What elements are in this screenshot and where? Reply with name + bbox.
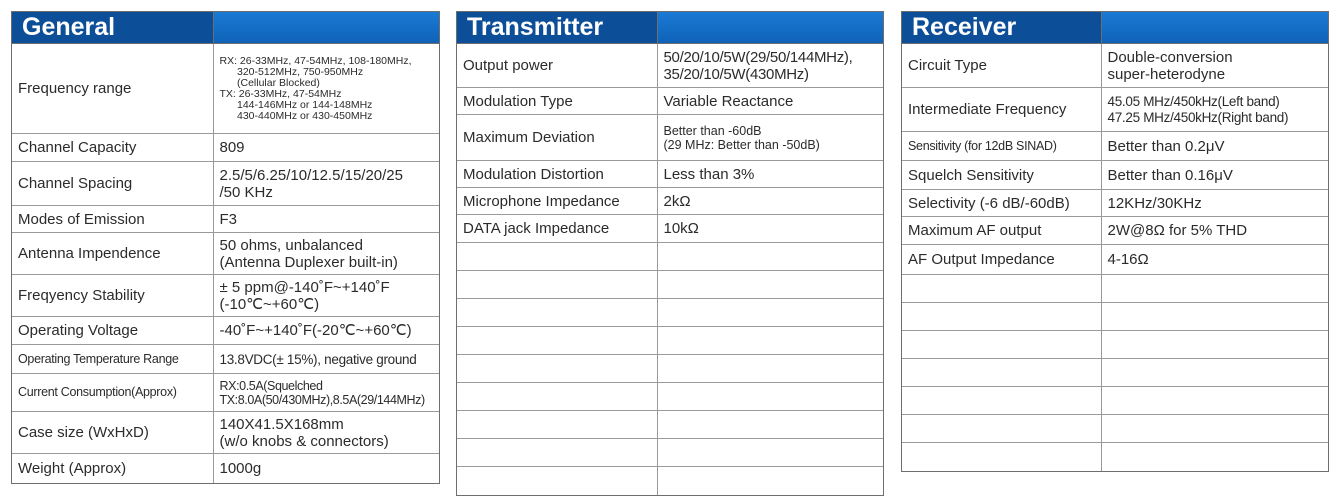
row-label: Maximum Deviation — [457, 115, 657, 161]
row-value: Better than 0.2μV — [1101, 132, 1328, 161]
row-label: DATA jack Impedance — [457, 215, 657, 243]
row-value: Better than -60dB (29 MHz: Better than -50dB) — [657, 115, 883, 161]
row-label: Squelch Sensitivity — [902, 161, 1101, 190]
empty-row — [457, 299, 883, 327]
row-label: Weight (Approx) — [12, 454, 213, 483]
transmitter-title: Transmitter — [457, 12, 657, 44]
empty-row — [902, 443, 1328, 471]
table-row — [12, 412, 439, 454]
row-label: AF Output Impedance — [902, 245, 1101, 275]
general-header — [12, 12, 439, 44]
empty-row — [902, 387, 1328, 415]
row-label: Intermediate Frequency — [902, 88, 1101, 132]
row-value: 50 ohms, unbalanced (Antenna Duplexer built-in) — [213, 233, 439, 275]
row-label: Maximum AF output — [902, 217, 1101, 245]
row-label: Case size (WxHxD) — [12, 412, 213, 454]
row-label: Antenna Impendence — [12, 233, 213, 275]
table-row — [457, 215, 883, 243]
table-row — [12, 162, 439, 206]
header-bar — [1101, 12, 1328, 44]
row-value: F3 — [213, 206, 439, 233]
row-label: Selectivity (-6 dB/-60dB) — [902, 190, 1101, 217]
row-value: Better than 0.16μV — [1101, 161, 1328, 190]
table-row — [12, 134, 439, 162]
header-bar — [213, 12, 439, 44]
table-row — [902, 190, 1328, 217]
table-row — [902, 132, 1328, 161]
table-row — [457, 44, 883, 88]
row-value: -40˚F~+140˚F(-20℃~+60℃) — [213, 317, 439, 345]
receiver-title: Receiver — [902, 12, 1101, 44]
general-title: General — [12, 12, 213, 44]
row-label: Modes of Emission — [12, 206, 213, 233]
row-label: Circuit Type — [902, 44, 1101, 88]
table-row — [457, 115, 883, 161]
empty-row — [902, 303, 1328, 331]
table-row — [902, 88, 1328, 132]
empty-row — [457, 467, 883, 495]
row-value: 10kΩ — [657, 215, 883, 243]
row-label: Channel Capacity — [12, 134, 213, 162]
receiver-table — [901, 11, 1329, 472]
receiver-header — [902, 12, 1328, 44]
row-value: 2W@8Ω for 5% THD — [1101, 217, 1328, 245]
row-value: 45.05 MHz/450kHz(Left band) 47.25 MHz/450kHz(Right band) — [1101, 88, 1328, 132]
empty-row — [457, 383, 883, 411]
row-label: Sensitivity (for 12dB SINAD) — [902, 132, 1101, 161]
table-row — [902, 161, 1328, 190]
row-value: 1000g — [219, 459, 262, 477]
table-row — [457, 161, 883, 188]
table-row — [12, 233, 439, 275]
table-row — [12, 206, 439, 233]
empty-row — [902, 359, 1328, 387]
table-row — [12, 345, 439, 374]
empty-row — [457, 411, 883, 439]
row-label: Modulation Type — [457, 88, 657, 115]
table-row — [902, 217, 1328, 245]
header-bar — [657, 12, 883, 44]
empty-row — [902, 275, 1328, 303]
row-label: Output power — [457, 44, 657, 88]
row-value: ± 5 ppm@-140˚F~+140˚F (-10℃~+60℃) — [213, 275, 439, 317]
row-label: Modulation Distortion — [457, 161, 657, 188]
row-value: 140X41.5X168mm (w/o knobs & connectors) — [213, 412, 439, 454]
table-row — [902, 44, 1328, 88]
transmitter-header — [457, 12, 883, 44]
row-value: 4-16Ω — [1101, 245, 1328, 275]
empty-row — [457, 243, 883, 271]
row-value: 809 — [213, 134, 439, 162]
empty-row — [457, 327, 883, 355]
empty-row — [457, 355, 883, 383]
row-value: RX:0.5A(Squelched TX:8.0A(50/430MHz),8.5A(29/144MHz) — [213, 374, 439, 412]
row-label: Freqyency Stability — [12, 275, 213, 317]
row-value: Double-conversion super-heterodyne — [1101, 44, 1328, 88]
table-row — [12, 275, 439, 317]
general-table — [11, 11, 440, 484]
empty-row — [902, 331, 1328, 359]
row-label: Current Consumption(Approx) — [12, 374, 213, 412]
row-value: 2.5/5/6.25/10/12.5/15/20/25 /50 KHz — [213, 162, 439, 206]
empty-row — [457, 439, 883, 467]
table-row — [457, 188, 883, 215]
row-value: Less than 3% — [657, 161, 883, 188]
row-value: 13.8VDC(± 15%), negative ground — [213, 345, 439, 374]
table-row — [12, 44, 439, 134]
row-label: Operating Voltage — [12, 317, 213, 345]
row-label: Operating Temperature Range — [12, 345, 213, 374]
table-row — [12, 454, 439, 483]
row-value: 12KHz/30KHz — [1101, 190, 1328, 217]
row-label: Channel Spacing — [12, 162, 213, 206]
table-row — [902, 245, 1328, 275]
row-value: RX: 26-33MHz, 47-54MHz, 108-180MHz, 320-512MHz, 750-950MHz (Cellular Blocked) TX: 26-33MHz, 47-54MHz 144-146MHz or 144-148MHz 430-440MHz or 430-450MHz — [213, 44, 439, 134]
empty-row — [902, 415, 1328, 443]
row-label: Frequency range — [12, 44, 213, 134]
table-row — [457, 88, 883, 115]
table-row — [12, 374, 439, 412]
empty-row — [457, 271, 883, 299]
row-value: 50/20/10/5W(29/50/144MHz), 35/20/10/5W(430MHz) — [657, 44, 883, 88]
table-row — [12, 317, 439, 345]
row-value: 2kΩ — [657, 188, 883, 215]
row-label: Microphone Impedance — [457, 188, 657, 215]
row-value: Variable Reactance — [657, 88, 883, 115]
transmitter-table — [456, 11, 884, 496]
